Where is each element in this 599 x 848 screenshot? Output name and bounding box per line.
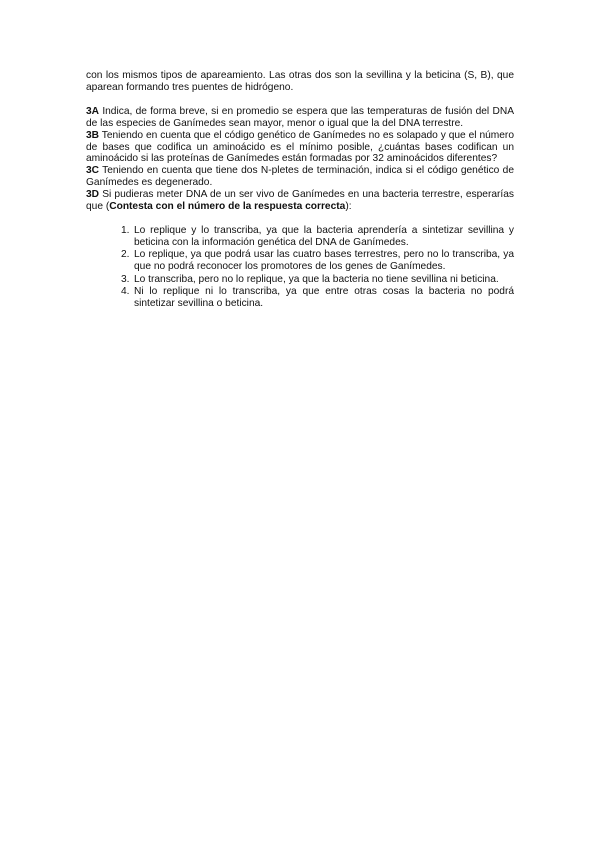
question-tag: 3B <box>86 129 100 141</box>
question-emphasis: Contesta con el número de la respuesta correcta <box>109 201 346 213</box>
intro-paragraph: con los mismos tipos de apareamiento. Las otras dos son la sevillina y la beticina (S, B), que aparean formando tres puentes de hidrógeno. <box>86 70 514 93</box>
question-3d <box>86 189 514 213</box>
answer-list <box>86 225 514 310</box>
answer-number: 1. <box>121 224 130 236</box>
page-content <box>86 70 514 310</box>
question-3c <box>86 165 514 189</box>
question-3b <box>86 130 514 166</box>
question-text-end: ): <box>345 201 352 213</box>
answer-text: Lo replique y lo transcriba, ya que la bacteria aprendería a sintetizar sevillina y beticina con la información genética del DNA de Ganímedes. <box>134 224 514 248</box>
question-text: Teniendo en cuenta que tiene dos N-pletes de terminación, indica si el código genético de Ganímedes es degenerado. <box>86 165 514 189</box>
answer-option-3 <box>121 273 514 286</box>
answer-text: Lo transcriba, pero no lo replique, ya que la bacteria no tiene sevillina ni beticina. <box>134 273 499 285</box>
answer-text: Lo replique, ya que podrá usar las cuatro bases terrestres, pero no lo transcriba, ya que no podrá reconocer los promotores de los genes de Ganímedes. <box>134 249 514 273</box>
answer-option-4 <box>121 286 514 310</box>
question-text: Indica, de forma breve, si en promedio se espera que las temperaturas de fusión del DNA de las especies de Ganímedes sean mayor, menor o igual que la del DNA terrestre. <box>86 105 514 129</box>
answer-number: 3. <box>121 273 130 285</box>
question-tag: 3A <box>86 105 100 117</box>
question-3a <box>86 106 514 130</box>
question-tag: 3C <box>86 165 100 177</box>
paragraph-gap <box>86 94 514 106</box>
answer-option-1 <box>121 224 514 249</box>
answer-option-2 <box>121 249 514 273</box>
question-text: Teniendo en cuenta que el código genético de Ganímedes no es solapado y que el número de bases que codifica un aminoácido es el mínimo posible, ¿cuántas bases codifican un aminoácido si las proteínas de Ganímedes están formadas por 32 aminoácidos diferentes? <box>86 129 514 165</box>
answer-text: Ni lo replique ni lo transcriba, ya que entre otras cosas la bacteria no podrá sintetizar sevillina o beticina. <box>134 286 514 309</box>
answer-number: 4. <box>121 286 130 297</box>
answer-number: 2. <box>121 249 130 261</box>
question-text: Si pudieras meter DNA de un ser vivo de Ganímedes en una bacteria terrestre, esperarías que ( <box>86 189 514 213</box>
question-tag: 3D <box>86 189 100 201</box>
